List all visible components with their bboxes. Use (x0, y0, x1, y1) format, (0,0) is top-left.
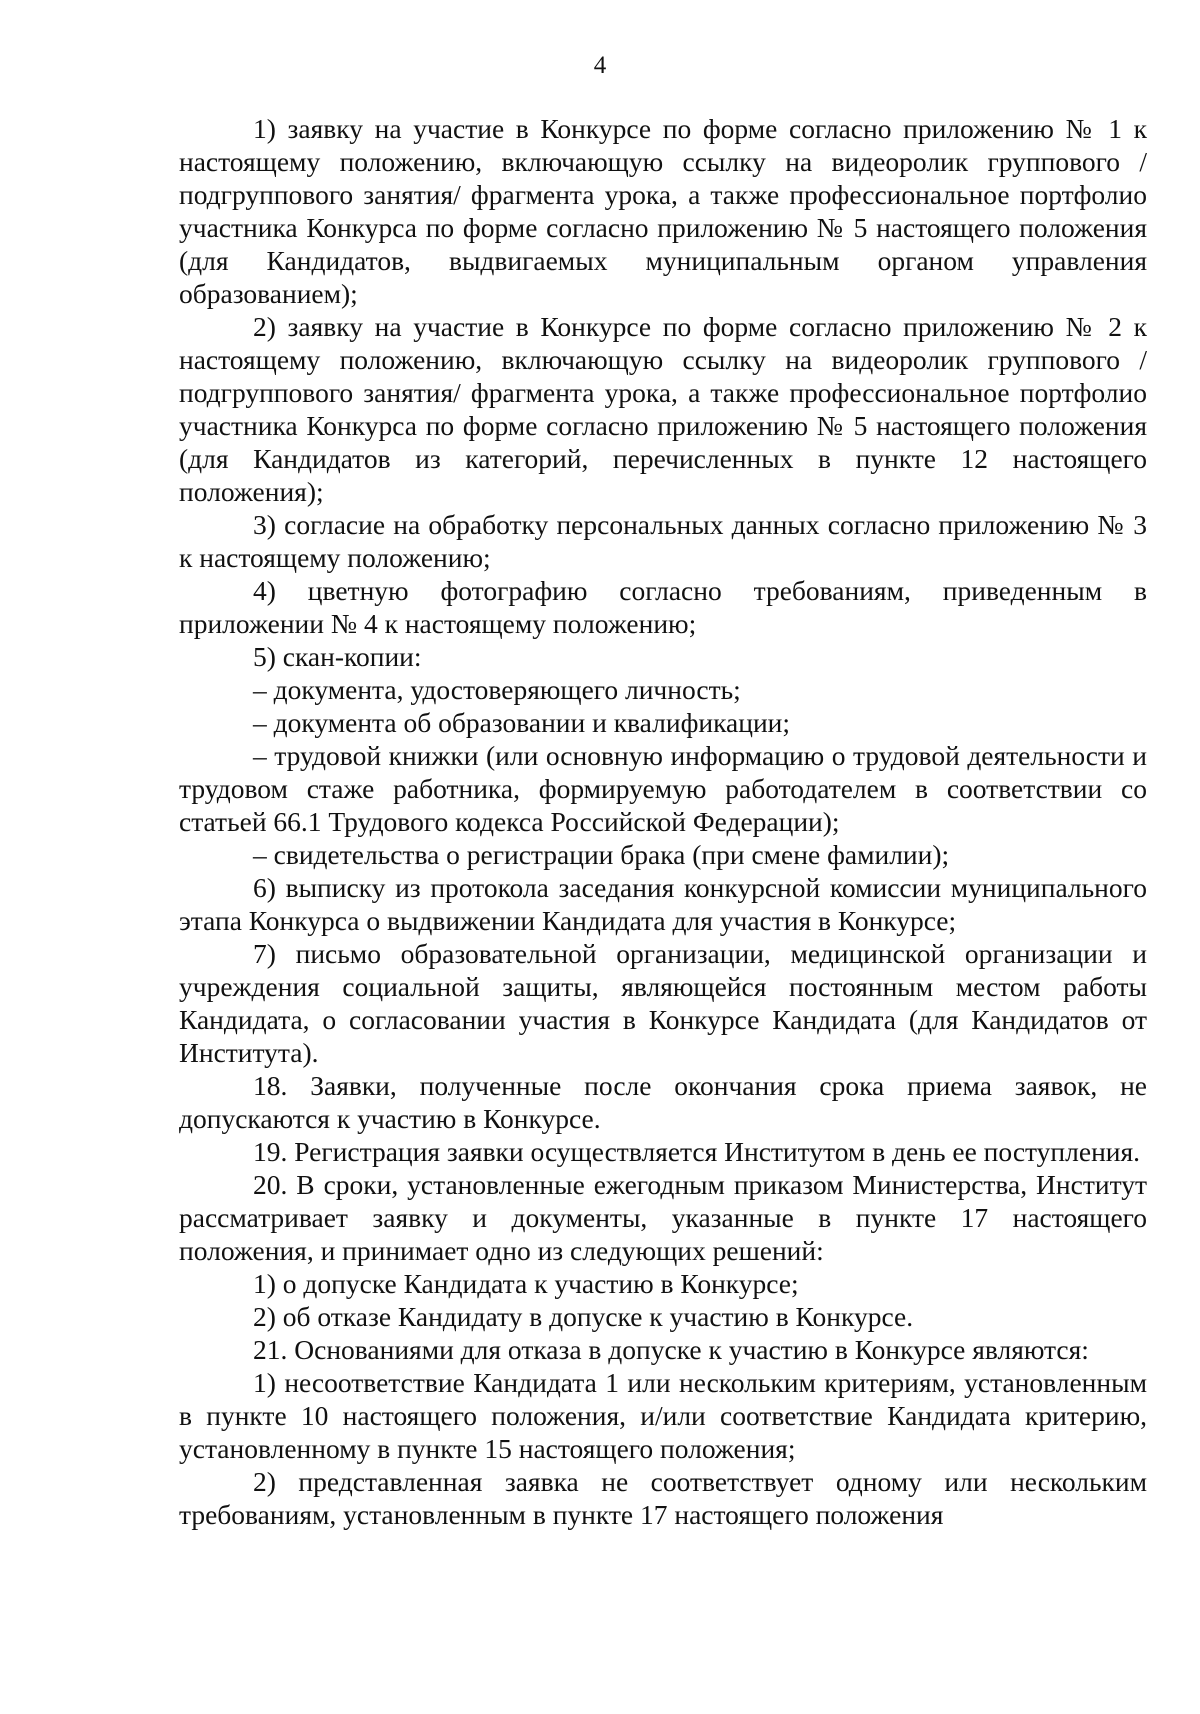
paragraph-item-4: 4) цветную фотографию согласно требованиям, приведенным в приложении № 4 к настоящему положению; (179, 575, 1147, 639)
paragraph-dash-identity: – документа, удостоверяющего личность; (253, 674, 741, 705)
page-number: 4 (593, 52, 607, 79)
paragraph-item-7: 7) письмо образовательной организации, медицинской организации и учреждения социальной защиты, являющейся постоянным местом работы Кандидата, о согласовании участия в Конкурсе Кандидата (для Кандидатов от Института). (179, 938, 1147, 1068)
paragraph-dash-education: – документа об образовании и квалификации; (253, 707, 791, 738)
paragraph-clause-18: 18. Заявки, полученные после окончания срока приема заявок, не допускаются к участию в Конкурсе. (179, 1070, 1147, 1134)
paragraph-item-5: 5) скан-копии: (253, 641, 422, 672)
paragraph-clause-21: 21. Основаниями для отказа в допуске к участию в Конкурсе являются: (253, 1334, 1089, 1365)
paragraph-reason-2: 2) представленная заявка не соответствует одному или нескольким требованиям, установленным в пункте 17 настоящего положения (179, 1466, 1147, 1530)
paragraph-decision-1: 1) о допуске Кандидата к участию в Конкурсе; (253, 1268, 799, 1299)
paragraph-item-2: 2) заявку на участие в Конкурсе по форме согласно приложению № 2 к настоящему положению, включающую ссылку на видеоролик группового / подгруппового занятия/ фрагмента урока, а также профессиональное портфолио участника Конкурса по форме согласно приложению № 5 настоящего положения (для Кандидатов из категорий, перечисленных в пункте 12 настоящего положения); (179, 311, 1147, 507)
paragraph-item-3: 3) согласие на обработку персональных данных согласно приложению № 3 к настоящему положению; (179, 509, 1147, 573)
document-body (179, 112, 1147, 1531)
paragraph-decision-2: 2) об отказе Кандидату в допуске к участию в Конкурсе. (253, 1301, 914, 1332)
paragraph-reason-1: 1) несоответствие Кандидата 1 или нескольким критериям, установленным в пункте 10 настоящего положения, и/или соответствие Кандидата критерию, установленному в пункте 15 настоящего положения; (179, 1367, 1147, 1464)
paragraph-item-6: 6) выписку из протокола заседания конкурсной комиссии муниципального этапа Конкурса о выдвижении Кандидата для участия в Конкурсе; (179, 872, 1147, 936)
paragraph-dash-workbook: – трудовой книжки (или основную информацию о трудовой деятельности и трудовом стаже работника, формируемую работодателем в соответствии со статьей 66.1 Трудового кодекса Российской Федерации); (179, 740, 1147, 837)
paragraph-dash-marriage: – свидетельства о регистрации брака (при смене фамилии); (253, 839, 950, 870)
paragraph-item-1: 1) заявку на участие в Конкурсе по форме согласно приложению № 1 к настоящему положению, включающую ссылку на видеоролик группового / подгруппового занятия/ фрагмента урока, а также профессиональное портфолио участника Конкурса по форме согласно приложению № 5 настоящего положения (для Кандидатов, выдвигаемых муниципальным органом управления образованием); (179, 113, 1147, 309)
paragraph-clause-19: 19. Регистрация заявки осуществляется Институтом в день ее поступления. (253, 1136, 1141, 1167)
paragraph-clause-20: 20. В сроки, установленные ежегодным приказом Министерства, Институт рассматривает заявку и документы, указанные в пункте 17 настоящего положения, и принимает одно из следующих решений: (179, 1169, 1147, 1266)
